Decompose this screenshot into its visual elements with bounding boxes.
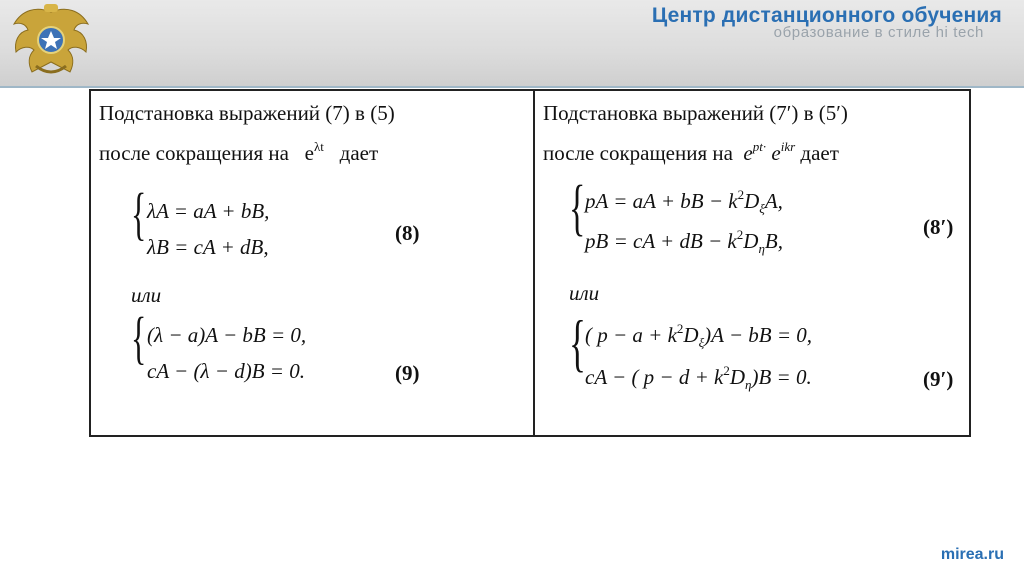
right-exp1-power: pt· — [752, 139, 767, 154]
right-exp1-base: e — [743, 141, 753, 165]
left-exp-base: e — [304, 141, 314, 165]
right-heading-text: после сокращения на — [543, 141, 733, 165]
equation-9p-line2: cA − ( $p - d + k^2D_\eta)B = 0$. — [585, 363, 812, 392]
right-brace-9: { — [569, 307, 586, 378]
equation-8-line1: λA = aA + bB, — [147, 199, 270, 223]
equation-tag-8-prime: (8′) — [923, 215, 954, 239]
header-divider — [0, 86, 1024, 88]
equation-tag-9: (9) — [395, 361, 420, 385]
brand-title: Центр дистанционного обучения — [651, 4, 1002, 27]
or-label-right: или — [569, 281, 600, 305]
header-bar — [0, 0, 1024, 86]
equation-tag-8: (8) — [395, 221, 420, 245]
left-cell — [91, 91, 533, 435]
left-heading-text: после сокращения на — [99, 141, 289, 165]
comparison-table — [89, 89, 971, 437]
left-heading-tail: дает — [339, 141, 379, 165]
equation-9p-line1: ( $p - a + k^2D_\xi)A$ − bB = 0, — [585, 321, 813, 350]
footer-site-link[interactable]: mirea.ru — [940, 546, 1004, 563]
right-exp2-base: e — [771, 141, 781, 165]
double-headed-eagle-emblem-icon — [6, 2, 96, 82]
left-brace-8: { — [131, 181, 147, 246]
left-exp-power: λt — [314, 139, 324, 154]
left-heading-line2 — [99, 141, 378, 168]
right-cell — [535, 91, 971, 435]
equation-8-line2: λB = cA + dB, — [147, 235, 269, 259]
equation-9-line1: (λ − a)A − bB = 0, — [147, 323, 307, 347]
brand-subtitle: образование в стиле hi tech — [773, 24, 984, 41]
left-brace-9: { — [131, 305, 147, 370]
equation-tag-9-prime: (9′) — [923, 367, 954, 391]
equation-8p-line2: pB = cA + dB − $k^2D_\eta B$, — [585, 227, 783, 256]
or-label-left: или — [131, 283, 162, 307]
right-heading-tail: дает — [800, 141, 839, 165]
right-exp2-power: ikr — [780, 139, 796, 154]
left-heading-line1: Подстановка выражений (7) в (5) — [99, 101, 395, 125]
equation-9-line2: cA − (λ − d)B = 0. — [147, 359, 305, 383]
right-heading-line1: Подстановка выражений (7′) в (5′) — [543, 101, 848, 125]
right-brace-8: { — [569, 174, 586, 242]
equation-8p-line1: pA = aA + bB − $k^2D_\xi A$, — [585, 187, 783, 216]
right-heading-line2 — [543, 141, 839, 168]
